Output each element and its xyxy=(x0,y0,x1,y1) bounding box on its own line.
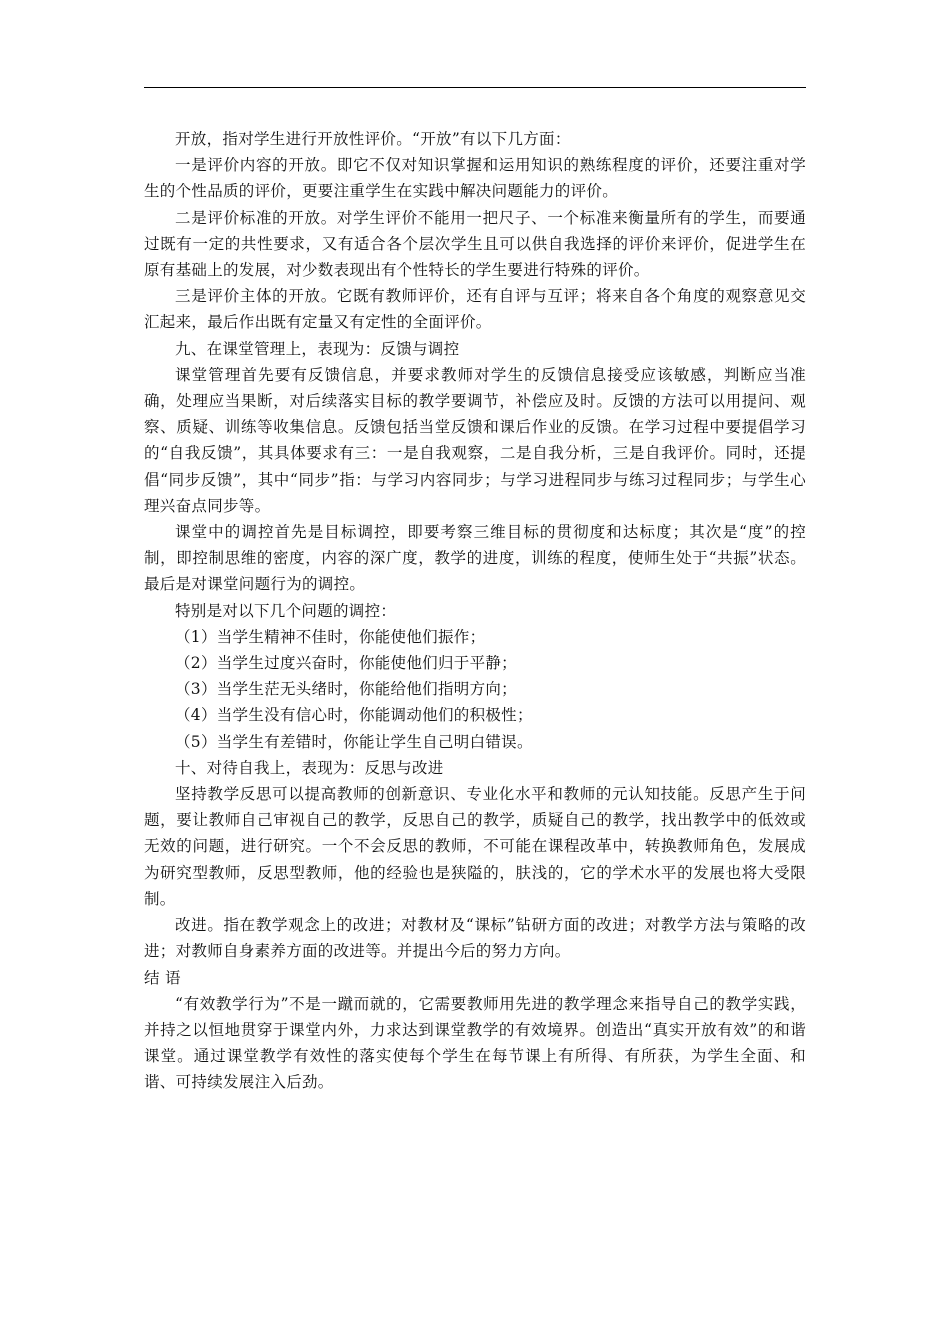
document-body xyxy=(144,126,806,1096)
paragraph-standard-openness: 二是评价标准的开放。对学生评价不能用一把尺子、一个标准来衡量所有的学生，而要通过既有一定的共性要求，又有适合各个层次学生且可以供自我选择的评价来评价，促进学生在原有基础上的发展，对少数表现出有个性特长的学生要进行特殊的评价。 xyxy=(144,208,806,280)
paragraph-improvement: 改进。指在教学观念上的改进；对教材及“课标”钻研方面的改进；对教学方法与策略的改进；对教师自身素养方面的改进等。并提出今后的努力方向。 xyxy=(144,916,806,961)
paragraph-subject-openness: 三是评价主体的开放。它既有教师评价，还有自评与互评；将来自各个角度的观察意见交汇起来，最后作出既有定量又有定性的全面评价。 xyxy=(144,287,806,332)
section-heading-nine: 九、在课堂管理上，表现为：反馈与调控 xyxy=(175,339,460,358)
paragraph-reflection: 坚持教学反思可以提高教师的创新意识、专业化水平和教师的元认知技能。反思产生于问题，要让教师自己审视自己的教学，反思自己的教学，质疑自己的教学，找出教学中的低效或无效的问题，进行研究。一个不会反思的教师，不可能在课程改革中，转换教师角色，发展成为研究型教师，反思型教师，他的经验也是狭隘的，肤浅的，它的学术水平的发展也将大受限制。 xyxy=(144,785,806,908)
list-item-4: （4）当学生没有信心时，你能调动他们的积极性； xyxy=(175,706,533,725)
list-item-1: （1）当学生精神不佳时，你能使他们振作； xyxy=(175,627,486,646)
paragraph-content-openness: 一是评价内容的开放。即它不仅对知识掌握和运用知识的熟练程度的评价，还要注重对学生的个性品质的评价，更要注重学生在实践中解决问题能力的评价。 xyxy=(144,156,806,201)
paragraph-conclusion: “有效教学行为”不是一蹴而就的，它需要教师用先进的教学理念来指导自己的教学实践，并持之以恒地贯穿于课堂内外，力求达到课堂教学的有效境界。创造出“真实开放有效”的和谐课堂。通过课堂教学有效性的落实使每个学生在每节课上有所得、有所获，为学生全面、和谐、可持续发展注入后劲。 xyxy=(144,994,806,1092)
paragraph-open-evaluation: 开放，指对学生进行开放性评价。“开放”有以下几方面： xyxy=(175,130,571,148)
list-item-3: （3）当学生茫无头绪时，你能给他们指明方向； xyxy=(175,680,517,699)
paragraph-control-intro: 特别是对以下几个问题的调控： xyxy=(175,601,397,620)
paragraph-feedback: 课堂管理首先要有反馈信息，并要求教师对学生的反馈信息接受应该敏感，判断应当准确，处理应当果断，对后续落实目标的教学要调节，补偿应及时。反馈的方法可以用提问、观察、质疑、训练等收集信息。反馈包括当堂反馈和课后作业的反馈。在学习过程中要提倡学习的“自我反馈”，其具体要求有三：一是自我观察，二是自我分析，三是自我评价。同时，还提倡“同步反馈”，其中“同步”指：与学习内容同步；与学习进程同步与练习过程同步；与学生心理兴奋点同步等。 xyxy=(144,365,806,515)
conclusion-heading: 结 语 xyxy=(144,968,181,987)
list-item-2: （2）当学生过度兴奋时，你能使他们归于平静； xyxy=(175,654,517,673)
section-heading-ten: 十、对待自我上，表现为：反思与改进 xyxy=(175,758,444,777)
list-item-5: （5）当学生有差错时，你能让学生自己明白错误。 xyxy=(175,732,533,751)
paragraph-control: 课堂中的调控首先是目标调控，即要考察三维目标的贯彻度和达标度；其次是“度”的控制，即控制思维的密度，内容的深广度，教学的进度，训练的程度，使师生处于“共振”状态。最后是对课堂问题行为的调控。 xyxy=(144,523,806,594)
header-rule xyxy=(144,87,806,88)
